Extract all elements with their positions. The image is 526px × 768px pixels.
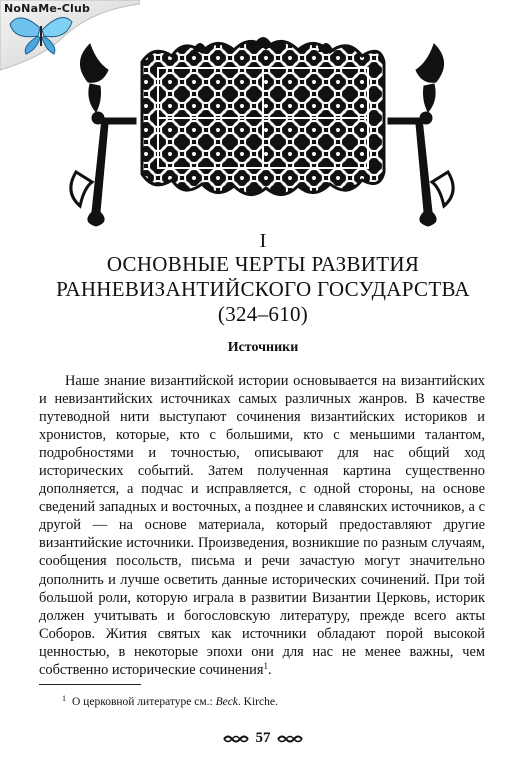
chapter-number: I: [259, 230, 267, 252]
footnote-rule: [39, 684, 141, 685]
footnote-ref: 1: [263, 660, 268, 671]
right-scroll-ornament-icon: [274, 734, 304, 744]
page-footer: [0, 730, 526, 747]
headpiece-ornament: [62, 22, 462, 228]
interlace-panel: [142, 41, 384, 194]
footnote: [62, 692, 482, 709]
page-number: 57: [255, 730, 271, 746]
footnote-author: Beck: [215, 696, 238, 708]
section-heading: Источники: [227, 340, 299, 355]
left-scroll-ornament-icon: [222, 734, 252, 744]
chapter-title-line2: РАННЕВИЗАНТИЙСКОГО ГОСУДАРСТВА: [56, 277, 470, 301]
chapter-title-line1: ОСНОВНЫЕ ЧЕРТЫ РАЗВИТИЯ: [106, 252, 420, 276]
footnote-number: 1: [62, 694, 66, 703]
footnote-text-after: . Kirche.: [237, 696, 278, 708]
chapter-years: (324–610): [217, 302, 309, 326]
right-finial: [388, 44, 453, 226]
chapter-title: [0, 252, 526, 327]
paragraph: Наше знание византийской истории основывается на византийских и невизантийских источниках самых различных жанров. В качестве путеводной нити выступают сочинения византийских историков и хронистов, которые, кто с большими, кто с меньшими талантом, подробностями и точностью, описывают для нас общий ход исторических событий. Затем полученная картина существенно дополняется, а подчас и исправляется, с одной стороны, на основе сведений западных и восточных, а позднее и славянских источников, а с другой — на основе материала, который предоставляют другие византийские источники. Произведения, возникшие по разным случаям, сообщения посольств, письма и речи зачастую могут значительно дополнить и лучше осветить данные исторических сочинений. При той большой роли, которую играла в развитии Византии Церковь, историк должен учитывать и богословскую литературу, прежде всего акты Соборов. Жития святых как источники обладают порой высокой ценностью, в некоторые эпохи они для нас не менее важны, чем собственно исторические сочинения$^1$.: [39, 373, 485, 678]
footnote-text-before: О церковной литературе см.:: [72, 696, 216, 708]
watermark-text: NoNaMe-Club: [4, 2, 91, 15]
left-finial: [71, 44, 136, 226]
paragraph-text: Наше знание византийской истории основывается на византийских и невизантийских источниках самых различных жанров. В качестве путеводной нити выступают сочинения византийских историков и хронистов, которые, кто с большими, кто с меньшими талантом, подробностями и точностью, описывают для нас общий ход исторических событий. Затем полученная картина существенно дополняется, а подчас и исправляется, с одной стороны, на основе сведений западных и восточных, а позднее и славянских источников, а с другой — на основе материала, который предоставляют другие византийские источники. Произведения, возникшие по разным случаям, сообщения посольств, письма и речи зачастую могут значительно дополнить и лучше осветить данные исторических сочинений. При той большой роли, которую играла в развитии Византии Церковь, историк должен учитывать и богословскую литературу, прежде всего акты Соборов. Жития святых как источники обладают порой высокой ценностью, в некоторые эпохи они для нас не менее важны, чем собственно исторические сочинения: [39, 373, 485, 678]
body-text: [39, 372, 485, 679]
